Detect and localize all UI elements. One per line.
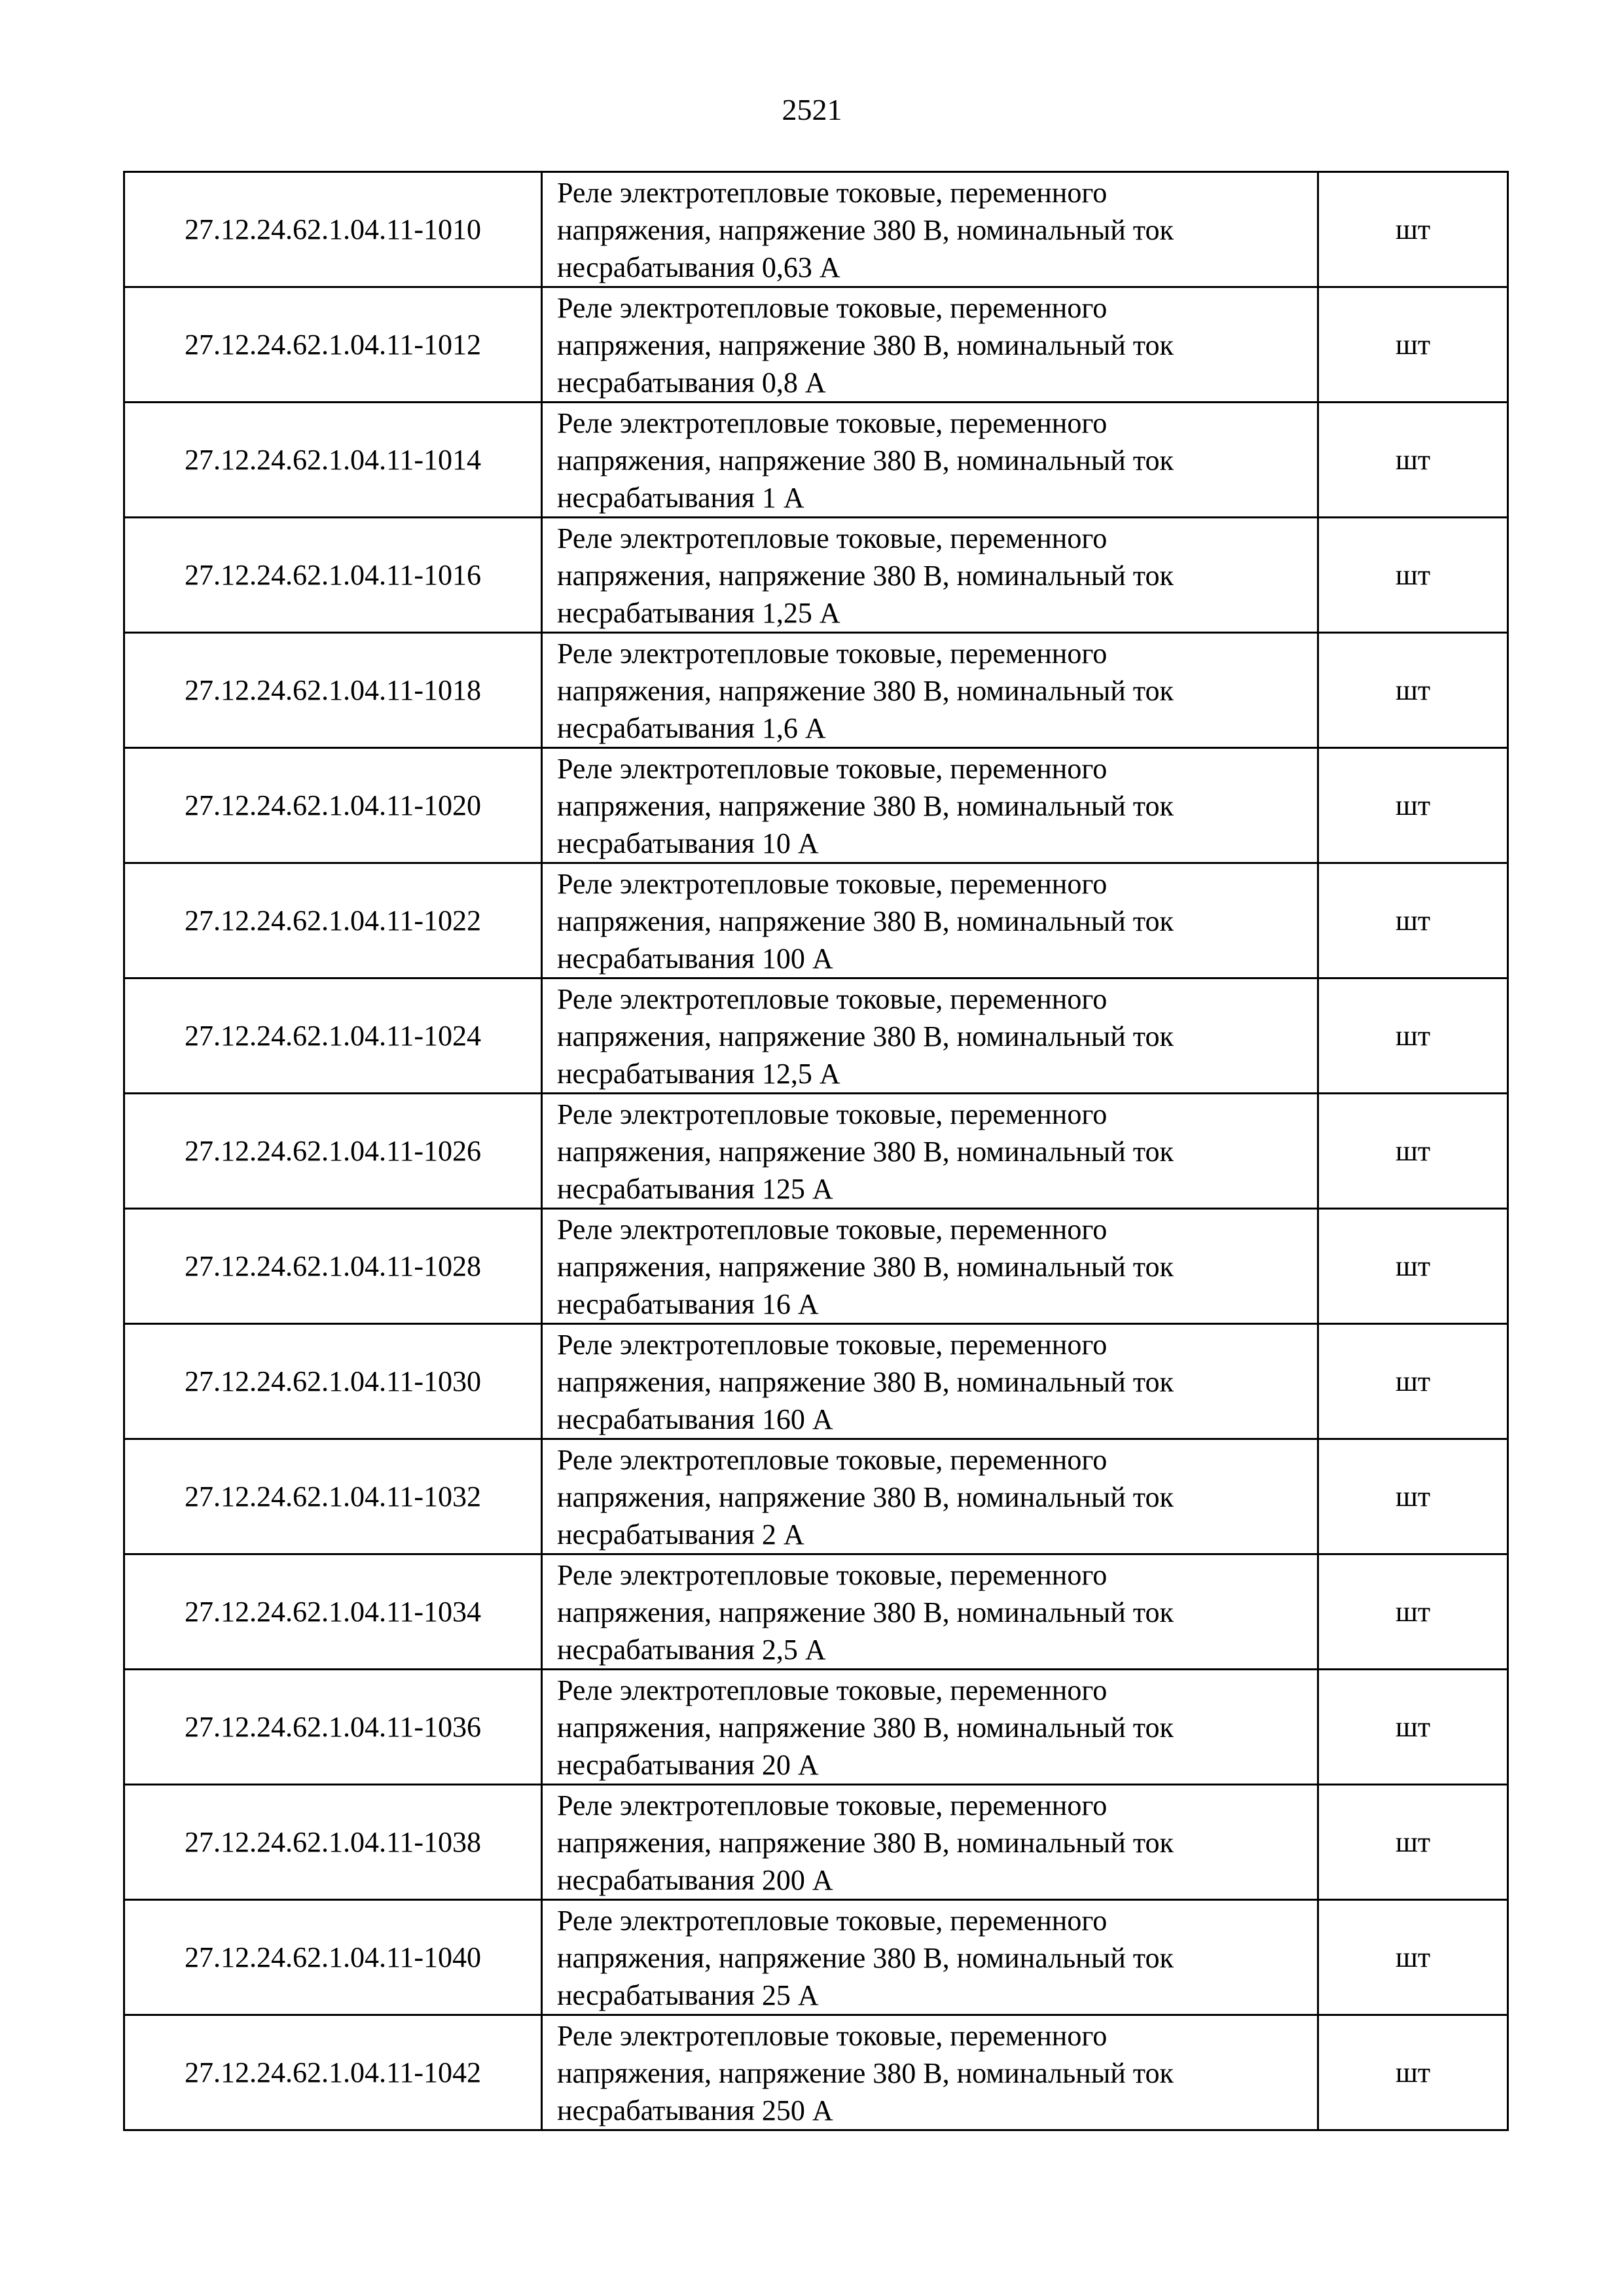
description-line: напряжения, напряжение 380 В, номинальный ток: [557, 1942, 1174, 1974]
description-line: напряжения, напряжение 380 В, номинальный ток: [557, 2057, 1174, 2089]
description-cell: [542, 863, 1318, 978]
classifier-table: [123, 171, 1509, 2131]
description-line: Реле электротепловые токовые, переменного: [557, 292, 1108, 324]
code-cell: 27.12.24.62.1.04.11-1024: [124, 978, 542, 1094]
table-row: [124, 1094, 1508, 1209]
description-line: напряжения, напряжение 380 В, номинальный ток: [557, 1481, 1174, 1513]
unit-cell: шт: [1318, 748, 1508, 863]
description-cell: [542, 978, 1318, 1094]
unit-cell: шт: [1318, 1785, 1508, 1900]
description-cell: [542, 403, 1318, 518]
description-cell: [542, 1439, 1318, 1554]
unit-cell: шт: [1318, 1900, 1508, 2015]
table-row: [124, 1900, 1508, 2015]
code-cell: 27.12.24.62.1.04.11-1018: [124, 633, 542, 748]
description-cell: [542, 1324, 1318, 1439]
description-line: несрабатывания 2 А: [557, 1518, 804, 1551]
page-number: 2521: [782, 93, 842, 126]
description-cell: [542, 1900, 1318, 2015]
code-cell: 27.12.24.62.1.04.11-1028: [124, 1209, 542, 1324]
description-line: Реле электротепловые токовые, переменного: [557, 637, 1108, 670]
table-row: [124, 748, 1508, 863]
unit-cell: шт: [1318, 1554, 1508, 1670]
table-row: [124, 1670, 1508, 1785]
code-cell: 27.12.24.62.1.04.11-1038: [124, 1785, 542, 1900]
description-line: несрабатывания 0,8 А: [557, 367, 826, 399]
table-row: [124, 1209, 1508, 1324]
code-cell: 27.12.24.62.1.04.11-1014: [124, 403, 542, 518]
description-line: несрабатывания 125 А: [557, 1173, 833, 1205]
description-cell: [542, 633, 1318, 748]
description-line: напряжения, напряжение 380 В, номинальный ток: [557, 790, 1174, 822]
description-line: Реле электротепловые токовые, переменного: [557, 1213, 1108, 1246]
description-cell: [542, 287, 1318, 403]
code-cell: 27.12.24.62.1.04.11-1030: [124, 1324, 542, 1439]
description-line: Реле электротепловые токовые, переменного: [557, 177, 1108, 209]
description-cell: [542, 172, 1318, 287]
code-cell: 27.12.24.62.1.04.11-1036: [124, 1670, 542, 1785]
description-line: несрабатывания 100 А: [557, 942, 833, 975]
table-row: [124, 978, 1508, 1094]
unit-cell: шт: [1318, 633, 1508, 748]
description-line: напряжения, напряжение 380 В, номинальный ток: [557, 1596, 1174, 1628]
unit-cell: шт: [1318, 1209, 1508, 1324]
table-row: [124, 518, 1508, 633]
description-line: Реле электротепловые токовые, переменного: [557, 1674, 1108, 1706]
description-line: Реле электротепловые токовые, переменного: [557, 522, 1108, 554]
description-line: несрабатывания 0,63 А: [557, 251, 840, 283]
description-line: несрабатывания 1,6 А: [557, 712, 826, 744]
description-line: несрабатывания 12,5 А: [557, 1058, 840, 1090]
description-line: напряжения, напряжение 380 В, номинальный ток: [557, 905, 1174, 937]
code-cell: 27.12.24.62.1.04.11-1010: [124, 172, 542, 287]
code-cell: 27.12.24.62.1.04.11-1016: [124, 518, 542, 633]
code-cell: 27.12.24.62.1.04.11-1042: [124, 2015, 542, 2130]
description-line: напряжения, напряжение 380 В, номинальный ток: [557, 1366, 1174, 1398]
description-cell: [542, 2015, 1318, 2130]
description-line: Реле электротепловые токовые, переменного: [557, 868, 1108, 900]
unit-cell: шт: [1318, 403, 1508, 518]
description-line: Реле электротепловые токовые, переменного: [557, 1789, 1108, 1821]
description-line: Реле электротепловые токовые, переменного: [557, 1905, 1108, 1937]
description-line: несрабатывания 1,25 А: [557, 597, 840, 629]
unit-cell: шт: [1318, 1439, 1508, 1554]
description-line: напряжения, напряжение 380 В, номинальный ток: [557, 1136, 1174, 1168]
unit-cell: шт: [1318, 1324, 1508, 1439]
description-line: напряжения, напряжение 380 В, номинальный ток: [557, 560, 1174, 592]
table-row: [124, 1785, 1508, 1900]
description-line: напряжения, напряжение 380 В, номинальный ток: [557, 1712, 1174, 1744]
description-cell: [542, 518, 1318, 633]
unit-cell: шт: [1318, 1670, 1508, 1785]
table-row: [124, 287, 1508, 403]
description-line: напряжения, напряжение 380 В, номинальный ток: [557, 675, 1174, 707]
description-line: несрабатывания 1 А: [557, 482, 804, 514]
table-row: [124, 172, 1508, 287]
unit-cell: шт: [1318, 172, 1508, 287]
description-line: напряжения, напряжение 380 В, номинальный ток: [557, 214, 1174, 246]
description-line: Реле электротепловые токовые, переменного: [557, 1098, 1108, 1130]
description-cell: [542, 748, 1318, 863]
code-cell: 27.12.24.62.1.04.11-1040: [124, 1900, 542, 2015]
description-line: несрабатывания 250 А: [557, 2094, 833, 2126]
description-line: несрабатывания 160 А: [557, 1403, 833, 1435]
code-cell: 27.12.24.62.1.04.11-1022: [124, 863, 542, 978]
description-line: напряжения, напряжение 380 В, номинальный ток: [557, 1827, 1174, 1859]
table-row: [124, 863, 1508, 978]
table-row: [124, 633, 1508, 748]
description-line: несрабатывания 16 А: [557, 1288, 819, 1320]
description-line: Реле электротепловые токовые, переменного: [557, 2020, 1108, 2052]
description-cell: [542, 1094, 1318, 1209]
code-cell: 27.12.24.62.1.04.11-1034: [124, 1554, 542, 1670]
table-row: [124, 2015, 1508, 2130]
table-row: [124, 1439, 1508, 1554]
code-cell: 27.12.24.62.1.04.11-1026: [124, 1094, 542, 1209]
description-line: напряжения, напряжение 380 В, номинальный ток: [557, 329, 1174, 361]
description-line: несрабатывания 10 А: [557, 827, 819, 859]
unit-cell: шт: [1318, 863, 1508, 978]
code-cell: 27.12.24.62.1.04.11-1032: [124, 1439, 542, 1554]
description-cell: [542, 1785, 1318, 1900]
description-line: несрабатывания 25 А: [557, 1979, 819, 2011]
description-cell: [542, 1554, 1318, 1670]
description-cell: [542, 1670, 1318, 1785]
unit-cell: шт: [1318, 1094, 1508, 1209]
unit-cell: шт: [1318, 287, 1508, 403]
unit-cell: шт: [1318, 978, 1508, 1094]
table-row: [124, 1324, 1508, 1439]
code-cell: 27.12.24.62.1.04.11-1012: [124, 287, 542, 403]
description-line: Реле электротепловые токовые, переменного: [557, 1444, 1108, 1476]
description-cell: [542, 1209, 1318, 1324]
description-line: Реле электротепловые токовые, переменного: [557, 407, 1108, 439]
description-line: Реле электротепловые токовые, переменного: [557, 753, 1108, 785]
description-line: напряжения, напряжение 380 В, номинальный ток: [557, 1251, 1174, 1283]
description-line: напряжения, напряжение 380 В, номинальный ток: [557, 1020, 1174, 1052]
table-row: [124, 403, 1508, 518]
description-line: Реле электротепловые токовые, переменного: [557, 1329, 1108, 1361]
description-line: напряжения, напряжение 380 В, номинальный ток: [557, 444, 1174, 476]
unit-cell: шт: [1318, 518, 1508, 633]
description-line: несрабатывания 20 А: [557, 1749, 819, 1781]
description-line: несрабатывания 200 А: [557, 1864, 833, 1896]
description-line: Реле электротепловые токовые, переменного: [557, 1559, 1108, 1591]
description-line: несрабатывания 2,5 А: [557, 1634, 826, 1666]
description-line: Реле электротепловые токовые, переменного: [557, 983, 1108, 1015]
code-cell: 27.12.24.62.1.04.11-1020: [124, 748, 542, 863]
table-row: [124, 1554, 1508, 1670]
unit-cell: шт: [1318, 2015, 1508, 2130]
